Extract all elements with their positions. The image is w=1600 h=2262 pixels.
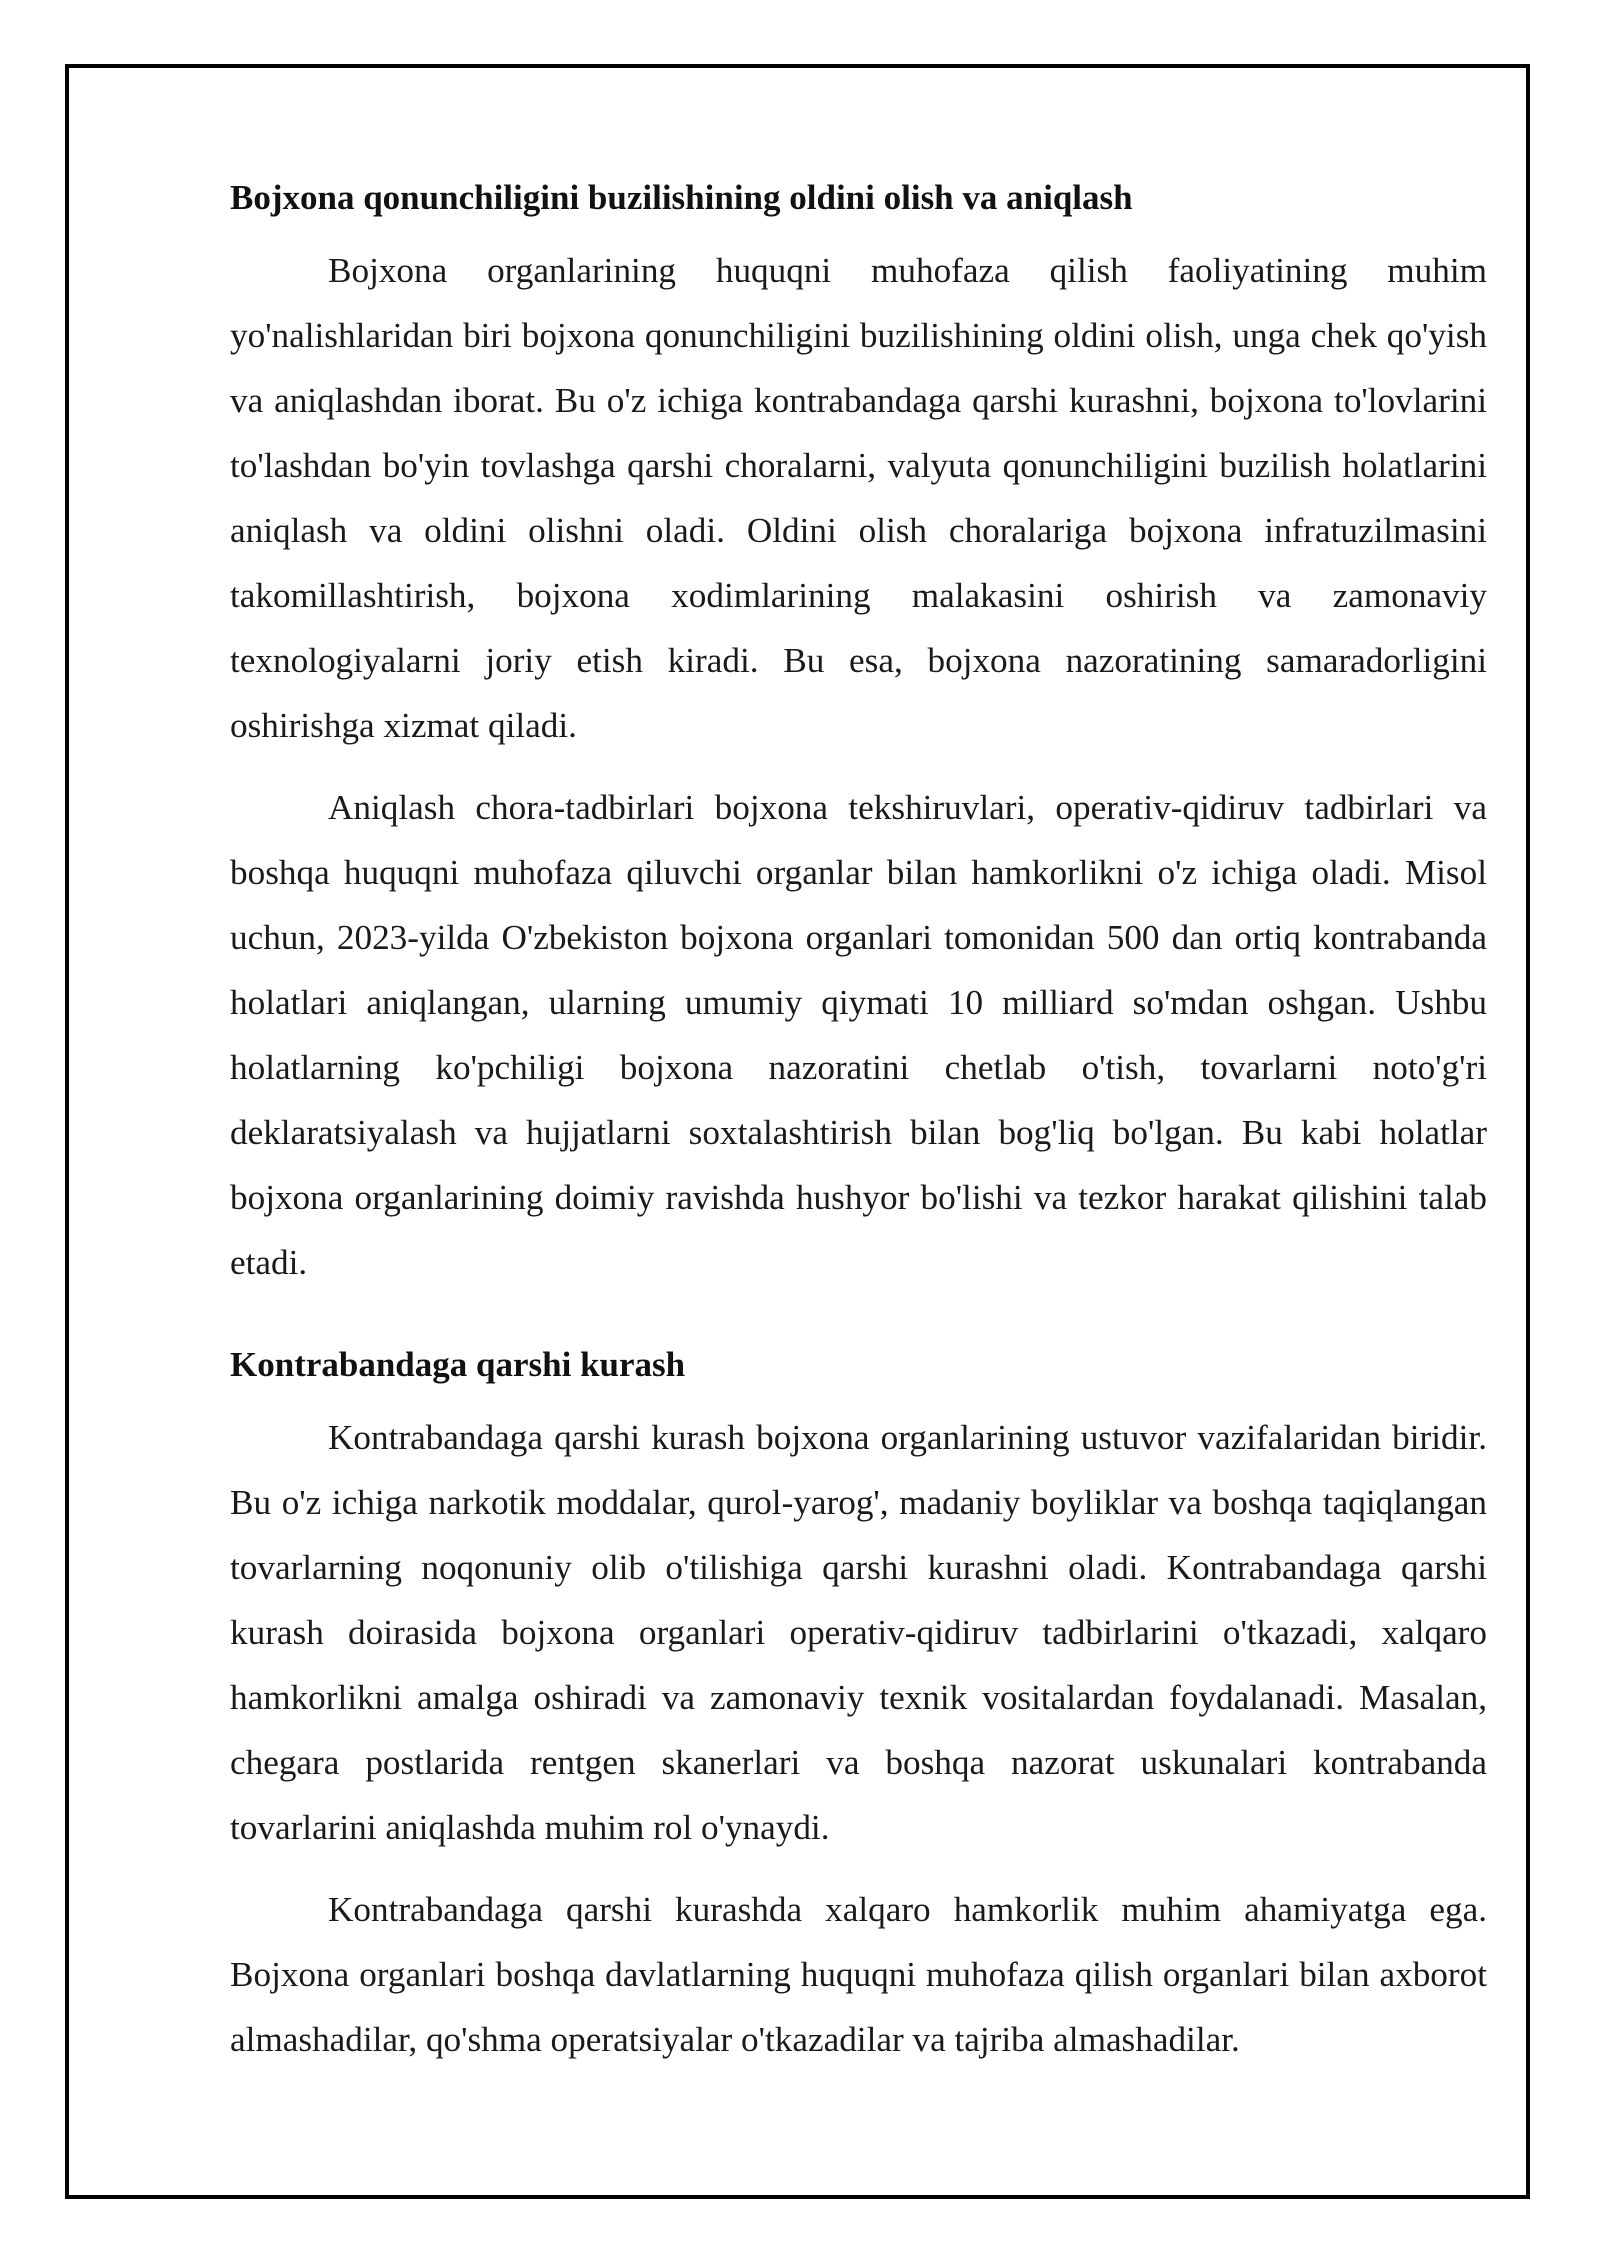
paragraph: Aniqlash chora-tadbirlari bojxona tekshiruvlari, operativ-qidiruv tadbirlari va boshqa huquqni muhofaza qiluvchi organlar bilan hamkorlikni o'z ichiga oladi. Misol uchun, 2023-yilda O'zbekiston bojxona organlari tomonidan 500 dan ortiq kontrabanda holatlari aniqlangan, ularning umumiy qiymati 10 milliard so'mdan oshgan. Ushbu holatlarning ko'pchiligi bojxona nazoratini chetlab o'tish, tovarlarni noto'g'ri deklaratsiyalash va hujjatlarni soxtalashtirish bilan bog'liq bo'lgan. Bu kabi holatlar bojxona organlarining doimiy ravishda hushyor bo'lishi va tezkor harakat qilishini talab etadi.	[230, 788, 1487, 1282]
section-heading: Kontrabandaga qarshi kurash	[230, 1345, 686, 1384]
document-body	[230, 168, 1487, 2089]
section-heading: Bojxona qonunchiligini buzilishining oldini olish va aniqlash	[230, 178, 1133, 217]
paragraph: Kontrabandaga qarshi kurashda xalqaro hamkorlik muhim ahamiyatga ega. Bojxona organlari boshqa davlatlarning huquqni muhofaza qilish organlari bilan axborot almashadilar, qo'shma operatsiyalar o'tkazadilar va tajriba almashadilar.	[230, 1890, 1487, 2059]
paragraph: Kontrabandaga qarshi kurash bojxona organlarining ustuvor vazifalaridan biridir. Bu o'z ichiga narkotik moddalar, qurol-yarog', madaniy boyliklar va boshqa taqiqlangan tovarlarning noqonuniy olib o'tilishiga qarshi kurashni oladi. Kontrabandaga qarshi kurash doirasida bojxona organlari operativ-qidiruv tadbirlarini o'tkazadi, xalqaro hamkorlikni amalga oshiradi va zamonaviy texnik vositalardan foydalanadi. Masalan, chegara postlarida rentgen skanerlari va boshqa nazorat uskunalari kontrabanda tovarlarini aniqlashda muhim rol o'ynaydi.	[230, 1418, 1487, 1847]
paragraph: Bojxona organlarining huquqni muhofaza qilish faoliyatining muhim yo'nalishlaridan biri bojxona qonunchiligini buzilishining oldini olish, unga chek qo'yish va aniqlashdan iborat. Bu o'z ichiga kontrabandaga qarshi kurashni, bojxona to'lovlarini to'lashdan bo'yin tovlashga qarshi choralarni, valyuta qonunchiligini buzilish holatlarini aniqlash va oldini olishni oladi. Oldini olish choralariga bojxona infratuzilmasini takomillashtirish, bojxona xodimlarining malakasini oshirish va zamonaviy texnologiyalarni joriy etish kiradi. Bu esa, bojxona nazoratining samaradorligini oshirishga xizmat qiladi.	[230, 251, 1487, 745]
